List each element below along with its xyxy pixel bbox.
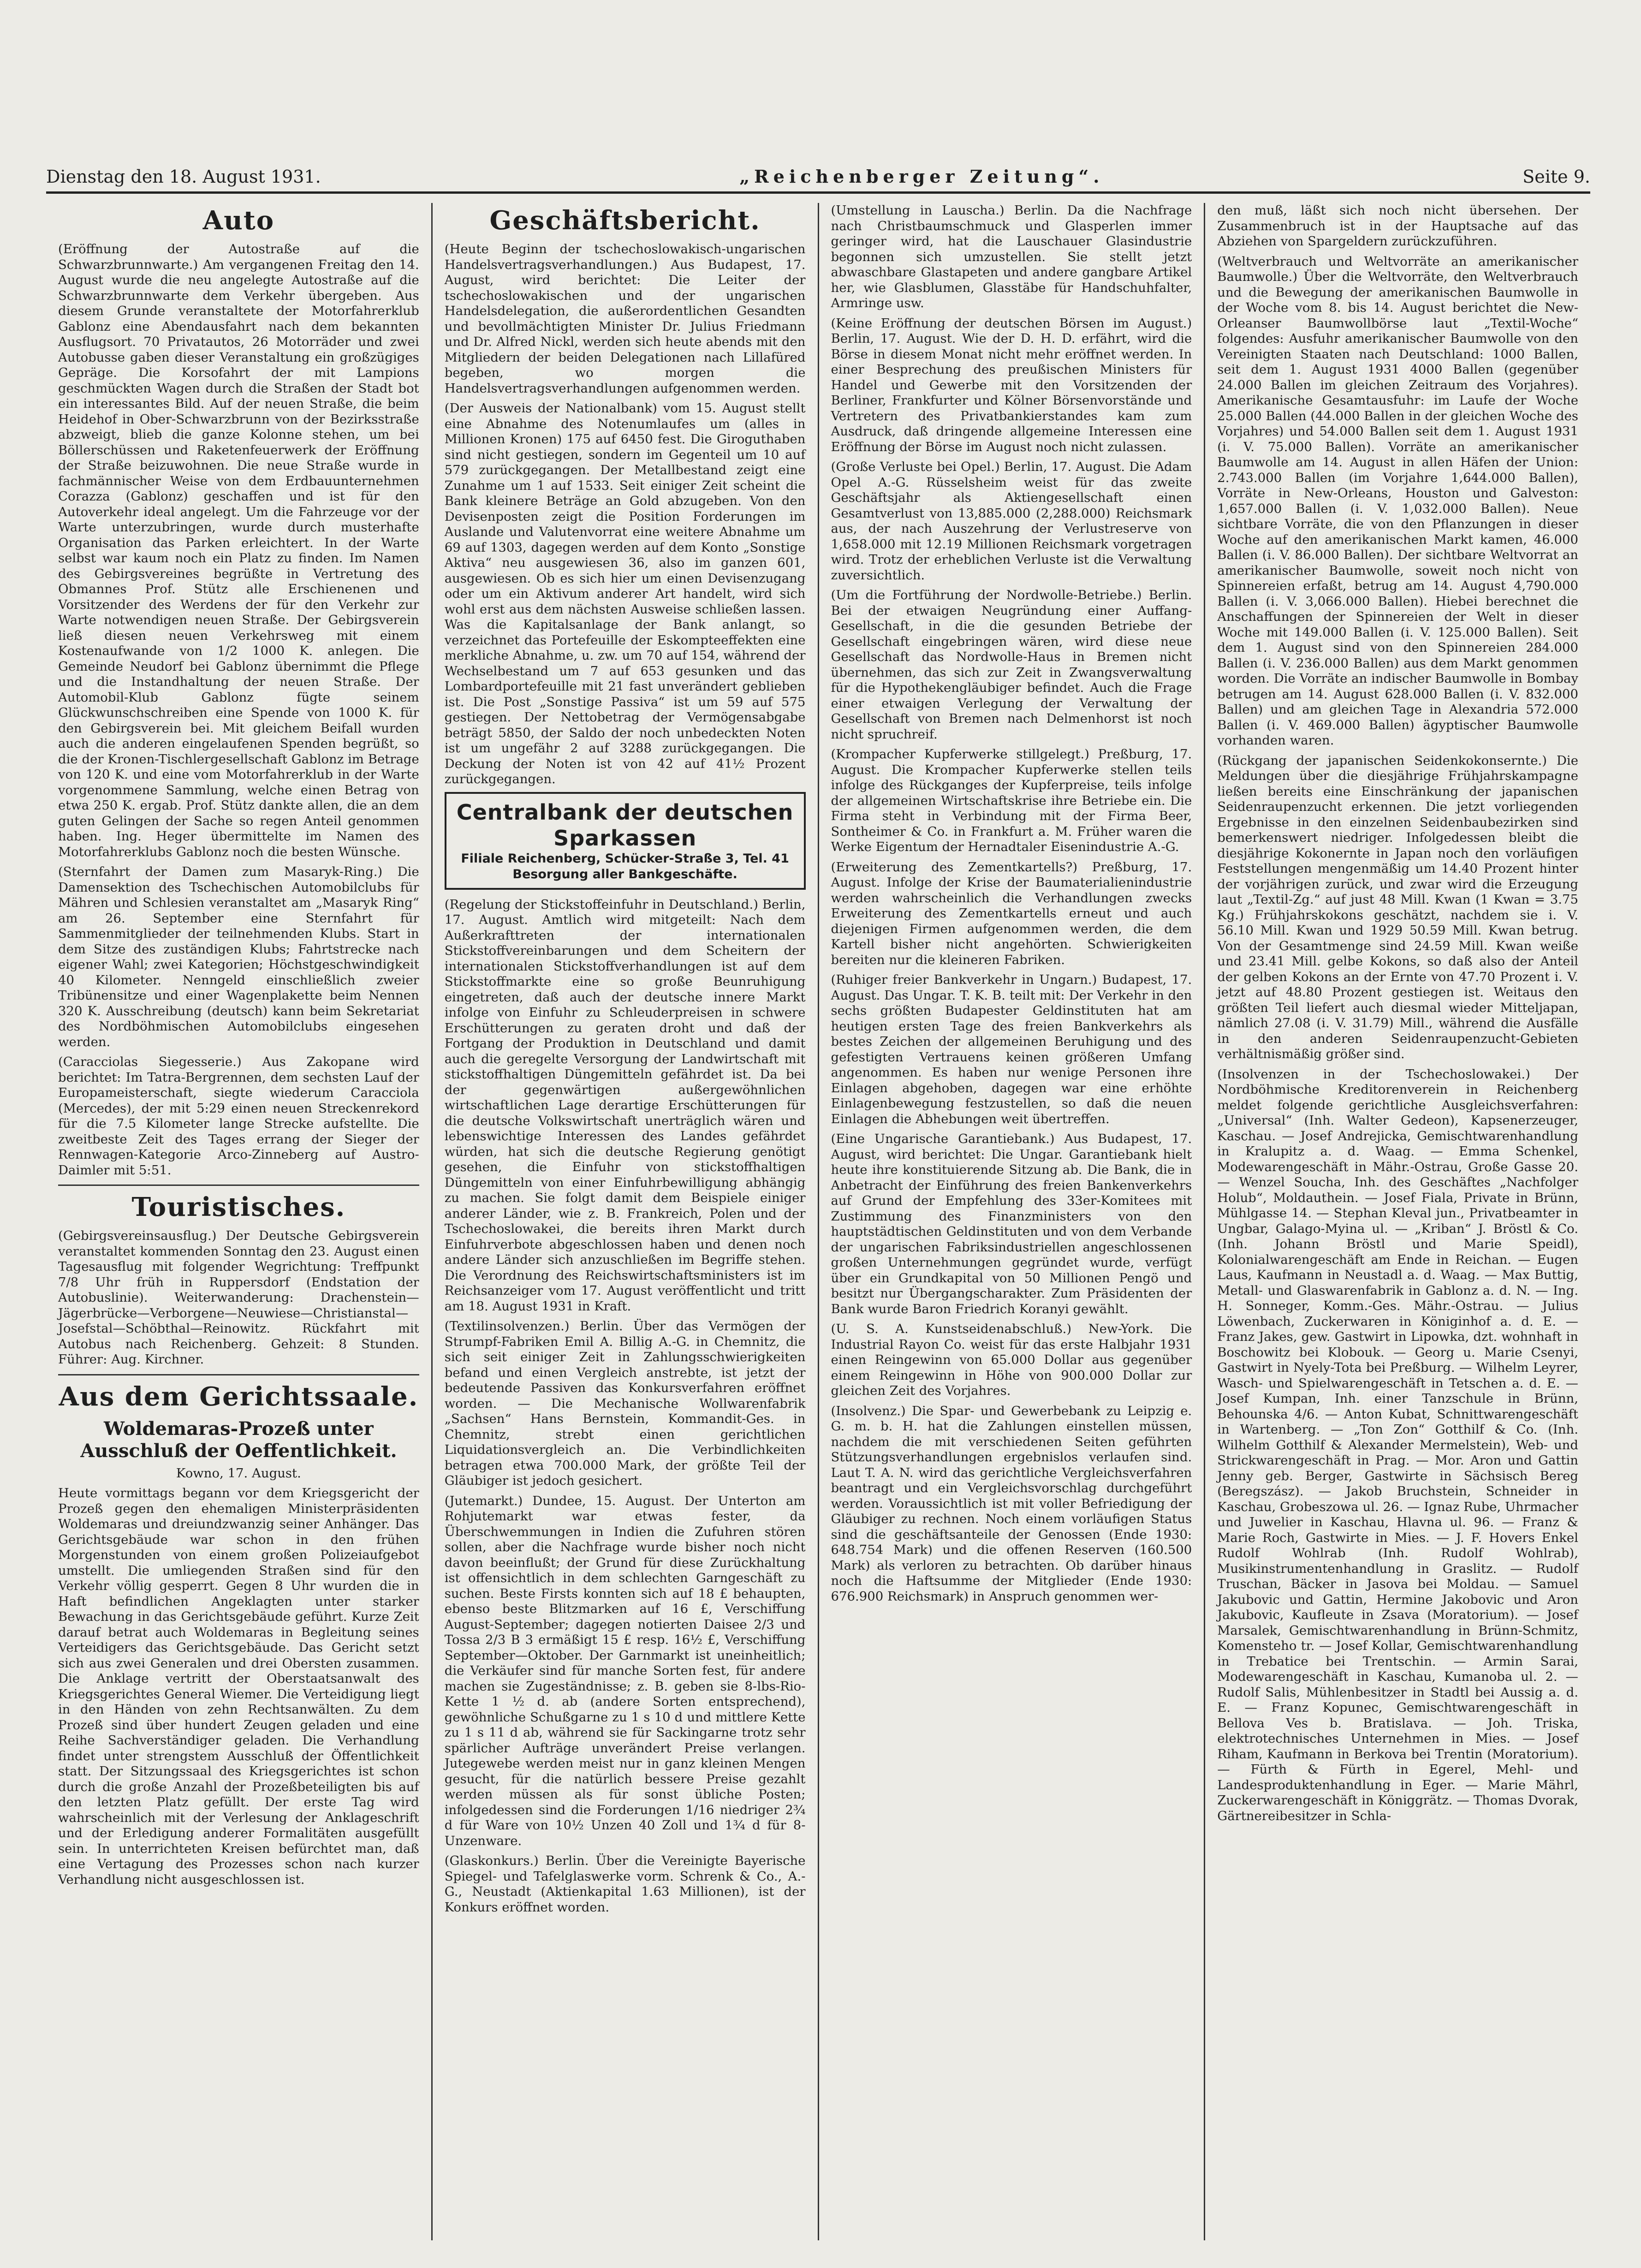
article-paragraph: (Insolvenz.) Die Spar- und Gewerbebank zu Leipzig e. G. m. b. H. hat die Zahlungen einstellen müssen, nachdem die mit verschiedenen Seiten geführten Stützungsverhandlungen ergebnislos verlaufen sind. Laut T. A. N. wird das gerichtliche Vergleichsverfahren beantragt und ein Vergleichsvorschlag durchgeführt werden. Voraussichtlich ist mit voller Befriedigung der Gläubiger zu rechnen. Noch einem vorläufigen Status sind die geschäftsanteile der Genossen (Ende 1930: 648.754 Mark) und die offenen Reserven (160.500 Mark) als verloren zu betrachten. Ob darüber hinaus noch die Haftsumme der Mitglieder (Ende 1930: 676.900 Reichsmark) in Anspruch genommen wer- xyxy=(831,1403,1192,1604)
article-paragraph: Heute vormittags begann vor dem Kriegsgericht der Prozeß gegen den ehemaligen Ministerpräsidenten Woldemaras und dreiundzwanzig seiner Anhänger. Das Gerichtsgebäude war schon in den frühen Morgenstunden von einem großen Polizeiaufgebot umstellt. Die umliegenden Straßen sind für den Verkehr völlig gesperrt. Gegen 8 Uhr wurden die in Haft befindlichen Angeklagten unter starker Bewachung in das Gerichtsgebäude geführt. Kurze Zeit darauf betrat auch Woldemaras in Begleitung seines Verteidigers das Gerichtsgebäude. Das Gericht setzt sich aus zwei Generalen und drei Obersten zusammen. Die Anklage vertritt der Oberstaatsanwalt des Kriegsgerichtes General Wiemer. Die Verteidigung liegt in den Händen von zehn Rechtsanwälten. Zu dem Prozeß sind über hundert Zeugen geladen und eine Reihe Sachverständiger geladen. Die Verhandlung findet unter strengstem Ausschluß der Öffentlichkeit statt. Der Sitzungssaal des Kriegsgerichtes ist schon durch die große Anzahl der Prozeßbeteiligten bis auf den letzten Platz gefüllt. Der erste Tag wird wahrscheinlich mit der Verlesung der Anklageschrift und der Erledigung anderer Formalitäten ausgefüllt sein. In unterrichteten Kreisen befürchtet man, daß eine Vertagung des Prozesses schon nach kurzer Verhandlung nicht ausgeschlossen ist. xyxy=(58,1486,419,1887)
article-paragraph: (Große Verluste bei Opel.) Berlin, 17. August. Die Adam Opel A.-G. Rüsselsheim weist für das zweite Geschäftsjahr als Aktiengesellschaft einen Gesamtverlust von 13,885.000 (2,288.000) Reichsmark aus, der nach Auszehrung der Verlustreserve von 1,658.000 mit 12.19 Millionen Reichsmark vorgetragen wird. Trotz der erheblichen Verluste ist die Verwaltung zuversichtlich. xyxy=(831,459,1192,583)
article-paragraph: (Heute Beginn der tschechoslowakisch-ungarischen Handelsvertragsverhandlungen.) Aus Budapest, 17. August, wird berichtet: Die Leiter der tschechoslowakischen und der ungarischen Handelsdelegation, die außerordentlichen Gesandten und bevollmächtigten Minister Dr. Julius Friedmann und Dr. Alfred Nickl, werden sich heute abends mit den Mitgliedern der beiden Delegationen nach Lillafüred begeben, wo morgen die Handelsvertragsverhandlungen aufgenommen werden. xyxy=(444,242,806,396)
article-paragraph: (Erweiterung des Zementkartells?) Preßburg, 17. August. Infolge der Krise der Baumaterialienindustrie werden wahrscheinlich die Verhandlungen zwecks Erweiterung des Zementkartells erneut und auch diejenigen Firmen aufgenommen werden, die dem Kartell bisher nicht angehörten. Schwierigkeiten bereiten nur die kleineren Fabriken. xyxy=(831,859,1192,967)
section-title-geschaeftsbericht: Geschäftsbericht. xyxy=(489,205,761,236)
article-paragraph: (Regelung der Stickstoffeinfuhr in Deutschland.) Berlin, 17. August. Amtlich wird mitgeteilt: Nach dem Außerkrafttreten der internationalen Stickstoffvereinbarungen und dem Scheitern der internationalen Stickstoffverhandlungen ist auf dem Stickstoffmarkte eine so große Beunruhigung eingetreten, daß auch der deutsche innere Markt infolge von Einfuhr zu Schleuderpreisen in schwere Erschütterungen zu geraten droht und daß der Fortgang der Produktion in Deutschland und damit auch die geregelte Versorgung der Landwirtschaft mit stickstoffhaltigen Düngemitteln gefährdet ist. Da bei der gegenwärtigen außergewöhnlichen wirtschaftlichen Lage derartige Erschütterungen für die deutsche Volkswirtschaft unerträglich wären und lebenswichtige Interessen des Landes gefährdet würden, hat sich die deutsche Regierung genötigt gesehen, die Einfuhr von stickstoffhaltigen Düngemitteln von einer Einfuhrbewilligung abhängig zu machen. Sie folgt damit dem Beispiele einiger anderer Länder, wie z. B. Frankreich, Polen und der Tschechoslowakei, die bereits ihren Markt durch Einfuhrverbote abgeschlossen haben und denen noch andere Länder sich anzuschließen im Begriffe stehen. Die Verordnung des Reichswirtschaftsministers ist im Reichsanzeiger vom 17. August veröffentlicht und tritt am 18. August 1931 in Kraft. xyxy=(444,897,806,1314)
article-paragraph: (Umstellung in Lauscha.) Berlin. Da die Nachfrage nach Christbaumschmuck und Glasperlen immer geringer wird, hat die Lauschauer Glasindustrie begonnen sich umzustellen. Sie stellt jetzt abwaschbare Glastapeten und andere gangbare Artikel her, wie Glasblumen, Glasstäbe für Handschuhfalter, Armringe usw. xyxy=(831,203,1192,310)
header-date: Dienstag den 18. August 1931. xyxy=(46,167,321,187)
advertisement-box xyxy=(445,792,806,890)
article-paragraph: (Eröffnung der Autostraße auf die Schwarzbrunnwarte.) Am vergangenen Freitag den 14. August wurde die neu angelegte Autostraße auf die Schwarzbrunnwarte dem Verkehr übergeben. Aus diesem Grunde veranstaltete der Motorfahrerklub Gablonz eine Abendausfahrt nach dem bekannten Ausflugsort. 70 Privatautos, 26 Motorräder und zwei Autobusse gaben dieser Veranstaltung ein großzügiges Gepräge. Die Korsofahrt der mit Lampions geschmückten Wagen durch die Straßen der Stadt bot ein interessantes Bild. Auf der neuen Straße, die beim Heidehof in Ober-Schwarzbrunn von der Bezirksstraße abzweigt, blieb die ganze Kolonne stehen, um bei Böllerschüssen und Raketenfeuerwerk der Eröffnung der Straße beizuwohnen. Die neue Straße wurde in fachmännischer Weise von dem Erdbauunternehmen Corazza (Gablonz) geschaffen und ist für den Autoverkehr ideal angelegt. Um die Fahrzeuge vor der Warte unterzubringen, wurde durch musterhafte Organisation das Parken erleichtert. In der Warte selbst war kaum noch ein Platz zu finden. Im Namen des Gebirgsvereines begrüßte in Vertretung des Obmannes Prof. Stütz alle Erschienenen und Vorsitzender des Werdens der für den Verkehr zur Warte notwendigen neuen Straße. Der Gebirgsverein ließ diesen neuen Verkehrsweg mit einem Kostenaufwande von 1/2 1000 K. anlegen. Die Gemeinde Neudorf bei Gablonz übernimmt die Pflege und die Instandhaltung der neuen Straße. Der Automobil-Klub Gablonz fügte seinem Glückwunschschreiben eine Spende von 1000 K. für den Gebirgsverein bei. Mit gleichem Beifall wurden auch die anderen eingelaufenen Spenden begrüßt, so die der Kronen-Tischlergesellschaft Gablonz im Betrage von 120 K. und eine vom Motorfahrerklub in der Warte vorgenommene Sammlung, welche einen Betrag von etwa 250 K. ergab. Prof. Stütz dankte allen, die an dem guten Gelingen der Sache so regen Anteil genommen haben. Ing. Heger übermittelte im Namen des Motorfahrerklubs Gablonz noch die besten Wünsche. xyxy=(58,242,419,859)
section-title-gerichtssaal: Aus dem Gerichtssaale. xyxy=(59,1381,419,1412)
column-1 xyxy=(46,203,433,2240)
article-paragraph: (Um die Fortführung der Nordwolle-Betriebe.) Berlin. Bei der etwaigen Neugründung einer Auffang-Gesellschaft, in die die gesunden Betriebe der Gesellschaft eingebringen wären, wird diese neue Gesellschaft das Nordwolle-Haus in Bremen nicht übernehmen, das sich zur Zeit in Zwangsverwaltung für die Hypothekengläubiger befindet. Auch die Frage einer etwaigen Verlegung der Verwaltung der Gesellschaft von Bremen nach Delmenhorst ist noch nicht spruchreif. xyxy=(831,588,1192,742)
article-headline: Woldemaras-Prozeß unter Ausschluß der Oeffentlichkeit. xyxy=(80,1417,397,1462)
article-paragraph: (Textilinsolvenzen.) Berlin. Über das Vermögen der Strumpf-Fabriken Emil A. Billig A.-G. in Chemnitz, die sich seit einiger Zeit in Zahlungsschwierigkeiten befand und einen Vergleich anstrebte, ist jetzt der bedeutende Passiven das Konkursverfahren eröffnet worden. — Die Mechanische Wollwarenfabrik „Sachsen“ Hans Bernstein, Kommandit-Ges. in Chemnitz, strebt einen gerichtlichen Liquidationsvergleich an. Die Verbindlichkeiten betragen etwa 700.000 Mark, der größte Teil der Gläubiger ist jedoch gesichert. xyxy=(444,1319,806,1488)
article-paragraph: (Der Ausweis der Nationalbank) vom 15. August stellt eine Abnahme des Notenumlaufes um (alles in Millionen Kronen) 175 auf 6450 fest. Die Giroguthaben sind nicht gestiegen, sondern im Gegenteil um 10 auf 579 zurückgegangen. Der Metallbestand zeigt eine Zunahme um 1 auf 1533. Seit einiger Zeit scheint die Bank kleinere Beträge an Gold abzugeben. Von den Devisenposten zeigt die Position Forderungen im Auslande und Valutenvorrat eine weitere Abnahme um 69 auf 1303, dagegen werden auf dem Konto „Sonstige Aktiva“ neu ausgewiesen 36, also im ganzen 601, ausgewiesen. Ob es sich hier um einen Devisenzugang oder um ein Aktivum anderer Art handelt, wird sich wohl erst aus dem nächsten Ausweise schließen lassen. Was die Kapitalsanlage der Bank anlangt, so verzeichnet das Portefeuille der Eskompteeffekten eine merkliche Abnahme, u. zw. um 70 auf 154, während der Wechselbestand um 7 auf 653 gesunken und das Lombardportefeuille mit 21 fast unverändert geblieben ist. Die Post „Sonstige Passiva“ ist um 59 auf 575 gestiegen. Der Nettobetrag der Vermögensabgabe beträgt 5850, der Saldo der noch unbedeckten Noten ist um ungefähr 2 auf 3288 zurückgegangen. Die Deckung der Noten ist von 42 auf 41½ Prozent zurückgegangen. xyxy=(444,401,806,786)
article-paragraph: (Eine Ungarische Garantiebank.) Aus Budapest, 17. August, wird berichtet: Die Ungar. Garantiebank hielt heute ihre konstituierende Sitzung ab. Die Bank, die in Anbetracht der Einführung des freien Bankenverkehrs auf Grund der Empfehlung des 33er-Komitees mit Zustimmung des Finanzministers von den hauptstädtischen Geldinstituten und von dem Verbande der ungarischen Fabriksindustriellen angeschlossenen großen Unternehmungen gegründet wurde, verfügt über ein Grundkapital von 50 Millionen Pengö und besitzt nur Übergangscharakter. Zum Präsidenten der Bank wurde Baron Friedrich Koranyi gewählt. xyxy=(831,1131,1192,1316)
article-paragraph: (Caracciolas Siegesserie.) Aus Zakopane wird berichtet: Im Tatra-Bergrennen, dem sechsten Lauf der Europameisterschaft, siegte wiederum Caracciola (Mercedes), der mit 5:29 einen neuen Streckenrekord für die 7.5 Kilometer lange Strecke aufstellte. Die zweitbeste Zeit des Tages errang der Sieger der Rennwagen-Kategorie Arco-Zinneberg auf Austro-Daimler mit 5:51. xyxy=(58,1054,419,1178)
article-paragraph: den muß, läßt sich noch nicht übersehen. Der Zusammenbruch ist in der Hauptsache auf das Abziehen von Spargeldern zurückzuführen. xyxy=(1217,203,1578,249)
article-paragraph: (Gebirgsvereinsausflug.) Der Deutsche Gebirgsverein veranstaltet kommenden Sonntag den 23. August einen Tagesausflug mit folgender Wegrichtung: Treffpunkt 7/8 Uhr früh in Ruppersdorf (Endstation der Autobuslinie). Weiterwanderung: Drachenstein—Jägerbrücke—Verborgene—Neuwiese—Christianstal—Josefstal—Schöbthal—Reinowitz. Rückfahrt mit Autobus nach Reichenberg. Gehzeit: 8 Stunden. Führer: Aug. Kirchner. xyxy=(58,1228,419,1367)
article-paragraph: (Keine Eröffnung der deutschen Börsen im August.) Berlin, 17. August. Wie der D. H. D. erfährt, wird die Börse in diesem Monat nicht mehr eröffnet werden. In einer Besprechung des preußischen Ministers für Handel und Gewerbe mit den Vorsitzenden der Berliner, Frankfurter und Kölner Börsenvorstände und Vertretern des Privatbankierstandes kam zum Ausdruck, daß dringende allgemeine Interessen eine Eröffnung der Börse im August noch nicht zulassen. xyxy=(831,315,1192,454)
article-paragraph: (Insolvenzen in der Tschechoslowakei.) Der Nordböhmische Kreditorenverein in Reichenberg meldet folgende gerichtliche Ausgleichsverfahren: „Universal“ (Inh. Walter Gedeon), Kapsenerzeuger, Kaschau. — Josef Andrejicka, Gemischtwarenhandlung in Kralupitz a. d. Waag. — Emma Schenkel, Modewarengeschäft in Mähr.-Ostrau, Große Gasse 20. — Wenzel Soucha, Inh. des Geschäftes „Nachfolger Holub“, Moldauthein. — Josef Fiala, Private in Brünn, Mühlgasse 14. — Stephan Kleval jun., Privatbeamter in Ungbar, Galago-Myina ul. — „Kriban“ J. Bröstl & Co. (Inh. Johann Bröstl und Marie Speidl), Kolonialwarengeschäft am Ende in Reichan. — Eugen Laus, Kaufmann in Neustadl a. d. Waag. — Max Buttig, Metall- und Glaswarenfabrik in Gablonz a. d. N. — Ing. H. Sonneger, Komm.-Ges. Mähr.-Ostrau. — Julius Löwenbach, Zuckerwaren in Königinhof a. d. E. — Franz Jakes, gew. Gastwirt in Lipowka, dzt. wohnhaft in Boschowitz bei Klobouk. — Georg u. Marie Csenyi, Gastwirt in Nyely-Tota bei Preßburg. — Wilhelm Leyrer, Wasch- und Spielwarengeschäft in Tetschen a. d. E. — Josef Kumpan, Inh. einer Tanzschule in Brünn, Behounska 4/6. — Anton Kubat, Schnittwarengeschäft in Wartenberg. — „Ton Zon“ Gotthilf & Co. (Inh. Wilhelm Gotthilf & Alexander Mermelstein), Web- und Strickwarengeschäft in Prag. — Mor. Aron und Gattin Jenny geb. Berger, Gastwirte in Sächsisch Bereg (Beregszász). — Jakob Bruchstein, Schneider in Kaschau, Grobeszowa ul. 26. — Ignaz Rube, Uhrmacher und Juwelier in Kaschau, Hlavna ul. 96. — Franz & Marie Roch, Gastwirte in Mies. — J. F. Hovers Enkel Rudolf Wohlrab (Inh. Rudolf Wohlrab), Musikinstrumentenhandlung in Graslitz. — Rudolf Truschan, Bäcker in Jasova bei Moldau. — Samuel Jakubovic und Gattin, Hermine Jakobovic und Aron Jakubovic, Kaufleute in Zsava (Moratorium). — Josef Marsalek, Gemischtwarenhandlung in Brünn-Schmitz, Komensteho tr. — Josef Kollar, Gemischtwarenhandlung in Trebatice bei Trentschin. — Armin Sarai, Modewarengeschäft in Kaschau, Kumanoba ul. 2. — Rudolf Salis, Mühlenbesitzer in Stadtl bei Aussig a. d. E. — Franz Kopunec, Gemischtwarengeschäft in Bellova Ves b. Bratislava. — Joh. Triska, elektrotechnisches Unternehmen in Mies. — Josef Riham, Kaufmann in Berkova bei Trentin (Moratorium). — Fürth & Fürth in Egerel, Mehl- und Landesproduktenhandlung in Eger. — Marie Mährl, Zuckerwarengeschäft in Königgrätz. — Thomas Dvorak, Gärtnereibesitzer in Schla- xyxy=(1217,1066,1578,1823)
article-paragraph: (Weltverbrauch und Weltvorräte an amerikanischer Baumwolle.) Über die Weltvorräte, den Weltverbrauch und die Bewegung der amerikanischen Baumwolle in der Woche vom 8. bis 14. August berichtet die New-Orleanser Baumwollbörse laut „Textil-Woche“ folgendes: Ausfuhr amerikanischer Baumwolle von den Vereinigten Staaten nach Deutschland: 1000 Ballen, seit dem 1. August 1931 4000 Ballen (gegenüber 24.000 Ballen im gleichen Zeitraum des Vorjahres). Amerikanische Gesamtausfuhr: im Laufe der Woche 25.000 Ballen (44.000 Ballen in der gleichen Woche des Vorjahres) und 54.000 Ballen seit dem 1. August 1931 (i. V. 75.000 Ballen). Vorräte an amerikanischer Baumwolle am 14. August in allen Häfen der Union: 2.743.000 Ballen (im Vorjahre 1,644.000 Ballen), Vorräte in New-Orleans, Houston und Galveston: 1,657.000 Ballen (i. V. 1,032.000 Ballen). Neue sichtbare Vorräte, die von den Pflanzungen in dieser Woche auf den amerikanischen Markt kamen, 46.000 Ballen (i. V. 86.000 Ballen). Der sichtbare Weltvorrat an amerikanischer Baumwolle, soweit noch nicht von Spinnereien erfaßt, betrug am 14. August 4,790.000 Ballen (i. V. 3,066.000 Ballen). Hiebei berechnet die Anschaffungen der Spinnereien der Welt in dieser Woche mit 149.000 Ballen (i. V. 125.000 Ballen). Seit dem 1. August sind von den Spinnereien 284.000 Ballen (i. V. 236.000 Ballen) aus dem Markt genommen worden. Die Vorräte an indischer Baumwolle in Bombay betrugen am 14. August 628.000 Ballen (i. V. 832.000 Ballen) und am gleichen Tage in Alexandria 572.000 Ballen (i. V. 469.000 Ballen) ägyptischer Baumwolle vorhanden waren. xyxy=(1217,254,1578,748)
header-paper-title: „Reichenberger Zeitung“. xyxy=(739,166,1104,187)
article-paragraph: (Glaskonkurs.) Berlin. Über die Vereinigte Bayerische Spiegel- und Tafelglaswerke vorm. Schrenk & Co., A.-G., Neustadt (Aktienkapital 1.63 Millionen), ist der Konkurs eröffnet worden. xyxy=(444,1853,806,1915)
section-title-touristisches: Touristisches. xyxy=(131,1192,346,1222)
article-paragraph: (Sternfahrt der Damen zum Masaryk-Ring.) Die Damensektion des Tschechischen Automobilclubs für Mähren und Schlesien veranstaltet am „Masaryk Ring“ am 26. September eine Sternfahrt für Sammenmitglieder der teilnehmenden Klubs. Start in dem Sitze des zuständigen Klubs; Fahrtstrecke nach eigener Wahl; zwei Kategorien; Höchstgeschwindigkeit 40 Kilometer. Nenngeld einschließlich zweier Tribünensitze und einer Wagenplakette beim Nennen 320 K. Ausschreibung (deutsch) kann beim Sekretariat des Nordböhmischen Automobilclubs eingesehen werden. xyxy=(58,864,419,1049)
header-page-number: Seite 9. xyxy=(1522,167,1590,187)
article-paragraph: (Ruhiger freier Bankverkehr in Ungarn.) Budapest, 17. August. Das Ungar. T. K. B. teilt mit: Der Verkehr in den sechs größten Budapester Geldinstituten hat am heutigen ersten Tage des freien Bankverkehrs als bestes Zeichen der allgemeinen Beruhigung und des gefestigten Vertrauens keinen größeren Umfang angenommen. Es haben nur wenige Personen ihre Einlagen abgehoben, dagegen war eine erhöhte Einlagenbewegung festzustellen, so daß die neuen Einlagen die Abhebungen weit übertreffen. xyxy=(831,972,1192,1126)
article-paragraph: (Jutemarkt.) Dundee, 15. August. Der Unterton am Rohjutemarkt war etwas fester, da Überschwemmungen in Indien die Zufuhren stören sollen, aber die Nachfrage wurde bisher noch nicht davon beeinflußt; der Grund für diese Zurückhaltung ist offensichtlich in dem schlechten Garngeschäft zu suchen. Beste Firsts konnten sich auf 18 £ behaupten, ebenso beste Blitzmarken auf 16 £, Verschiffung August-September; dagegen notierten Daisee 2/3 und Tossa 2/3 B 3 ermäßigt 15 £ resp. 16½ £, Verschiffung September—Oktober. Der Garnmarkt ist uneinheitlich; die Verkäufer sind für manche Sorten fest, für andere machen sie Zugeständnisse; z. B. geben sie 8-lbs-Rio-Kette 1 ½ d. ab (andere Sorten entsprechend), gewöhnliche Schußgarne zu 1 s 10 d und mittlere Kette zu 1 s 11 d ab, während sie für Sackingarne trotz sehr spärlicher Aufträge unverändert Preise verlangen. Jutegewebe werden meist nur in ganz kleinen Mengen gesucht, für die natürlich bessere Preise gezahlt werden müssen als für sonst übliche Posten; infolgedessen sind die Forderungen 1/16 niedriger 2¾ d für Ware von 10½ Unzen 40 Zoll und 1¾ d für 8-Unzenware. xyxy=(444,1493,806,1848)
page-header xyxy=(46,159,1590,194)
article-paragraph: (Rückgang der japanischen Seidenkokonsernte.) Die Meldungen über die diesjährige Frühjahrskampagne ließen bereits eine Einschränkung der japanischen Seidenraupenzucht erkennen. Die jetzt vorliegenden Ergebnisse in den einzelnen Seidenbaubezirken sind bemerkenswert niedriger. Infolgedessen bleibt die diesjährige Kokonernte in Japan noch den vorläufigen Feststellungen mengenmäßig um 14.40 Prozent hinter der vorjährigen zurück, und zwar wird die Erzeugung laut „Textil-Zg.“ auf just 48 Mill. Kwan (1 Kwan = 3.75 Kg.) Frühjahrskokons geschätzt, nachdem sie i. V. 56.10 Mill. Kwan und 1929 50.59 Mill. Kwan betrug. Von der Gesamtmenge sind 24.59 Mill. Kwan weiße und 23.41 Mill. gelbe Kokons, so daß also der Anteil der gelben Kokons an der Ernte von 47.70 Prozent i. V. jetzt auf 48.80 Prozent gestiegen ist. Weitaus den größten Teil liefert auch diesmal wieder Mitteljapan, nämlich 27.08 (i. V. 31.79) Mill., während die Ausfälle in den anderen Seidenraupenzucht-Gebieten verhältnismäßig größer sind. xyxy=(1217,753,1578,1061)
ad-title: Centralbank der deutschen Sparkassen xyxy=(456,799,794,851)
article-paragraph: (U. S. A. Kunstseidenabschluß.) New-York. Die Industrial Rayon Co. weist für das erste Halbjahr 1931 einen Reingewinn von 65.000 Dollar aus gegenüber einem Reingewinn in Höhe von 900.000 Dollar zur gleichen Zeit des Vorjahres. xyxy=(831,1322,1192,1398)
column-3 xyxy=(819,203,1206,2240)
ad-address: Filiale Reichenberg, Schücker-Straße 3, Tel. 41 xyxy=(461,851,789,866)
section-title-auto: Auto xyxy=(202,205,275,236)
column-4 xyxy=(1205,203,1590,2240)
divider xyxy=(58,1185,419,1186)
divider xyxy=(58,1374,419,1375)
columns xyxy=(46,203,1590,2240)
column-2 xyxy=(433,203,819,2240)
ad-subtitle: Besorgung aller Bankgeschäfte. xyxy=(512,867,737,881)
article-paragraph: (Krompacher Kupferwerke stillgelegt.) Preßburg, 17. August. Die Krompacher Kupferwerke stellen teils infolge des Rückganges der Kupferpreise, teils infolge der allgemeinen Wirtschaftskrise ihre Betriebe ein. Die Firma steht in Verbindung mit der Firma Beer, Sontheimer & Co. in Frankfurt a. M. Früher waren die Werke Eigentum der Hernadtaler Eisenindustrie A.-G. xyxy=(831,747,1192,854)
dateline: Kowno, 17. August. xyxy=(176,1465,301,1481)
